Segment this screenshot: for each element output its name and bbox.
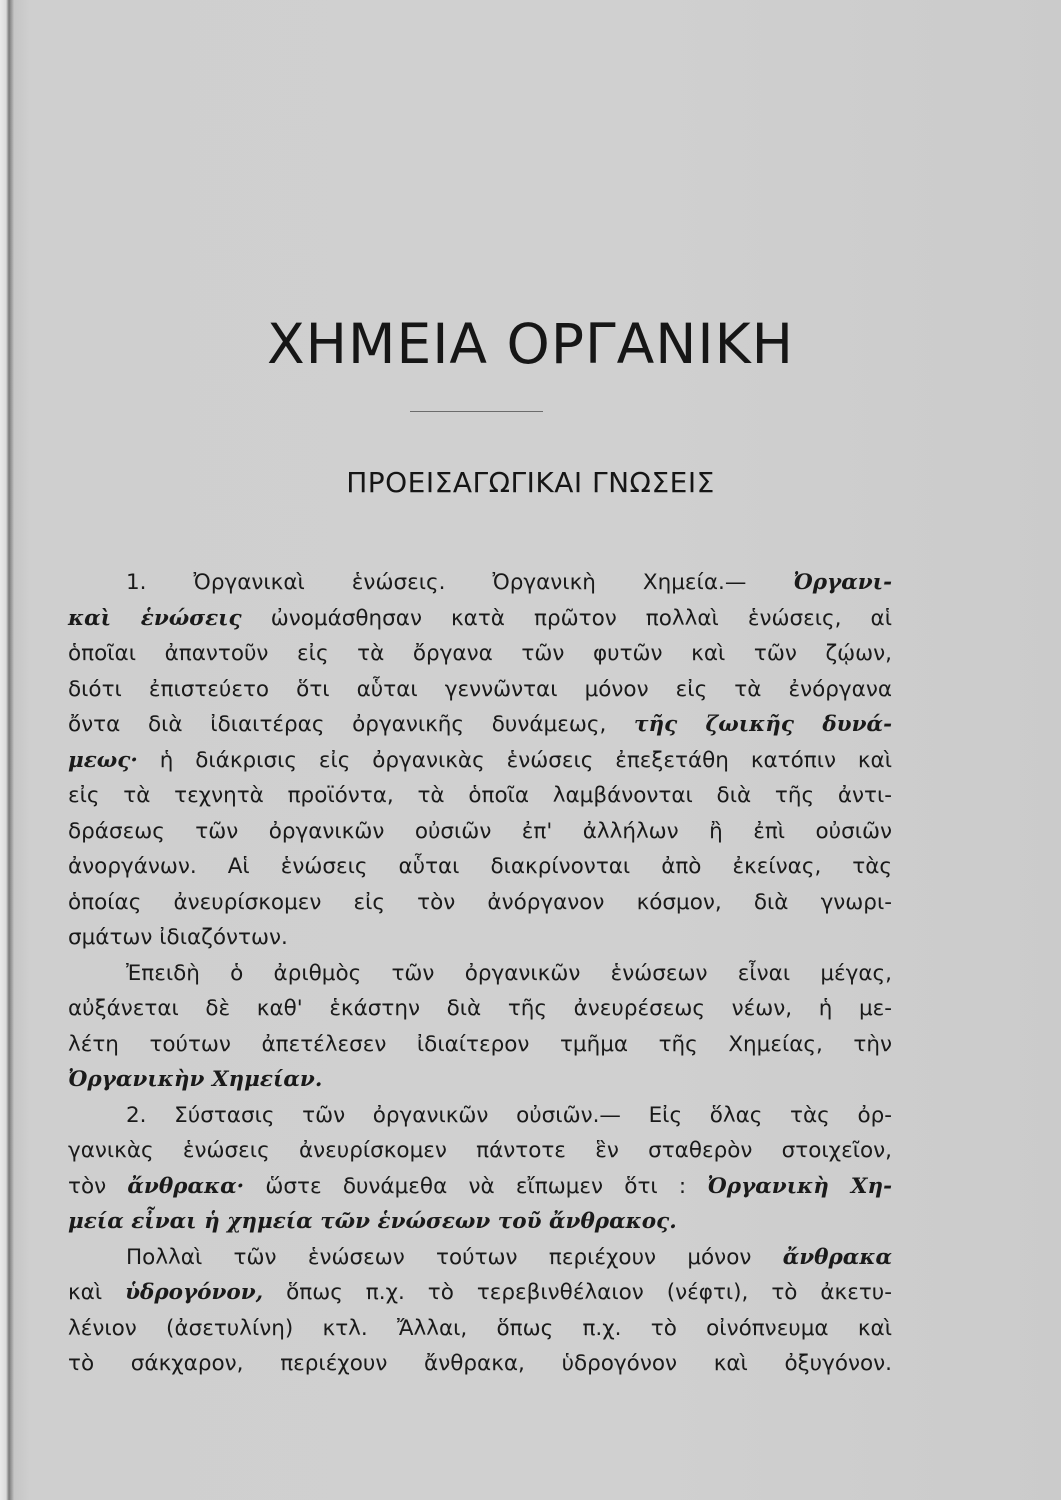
text-line: Πολλαὶ τῶν ἑνώσεων τούτων περιέχουν μόνον ἄνθρακα (126, 1244, 892, 1270)
text-line: 1. Ὀργανικαὶ ἑνώσεις. Ὀργανικὴ Χημεία.— Ὀργανι- (126, 570, 892, 595)
text-line: γανικὰς ἑνώσεις ἀνευρίσκομεν πάντοτε ἓν σταθερὸν στοιχεῖον, (68, 1138, 892, 1163)
section-subtitle: ΠΡΟΕΙΣΑΓΩΓΙΚΑΙ ΓΝΩΣΕΙΣ (346, 466, 715, 499)
text-line: καὶ ὑδρογόνον, ὅπως π.χ. τὸ τερεβινθέλαιον (νέφτι), τὸ ἀκετυ- (68, 1280, 892, 1305)
page-binding-edge (0, 0, 14, 1500)
text-line: διότι ἐπιστεύετο ὅτι αὗται γεννῶνται μόνον εἰς τὰ ἐνόργανα (68, 676, 892, 702)
body-text (68, 565, 892, 1382)
text-line: αὐξάνεται δὲ καθ' ἑκάστην διὰ τῆς ἀνευρέσεως νέων, ἡ με- (68, 996, 892, 1021)
text-line: ἀνοργάνων. Αἱ ἑνώσεις αὗται διακρίνονται ἀπὸ ἐκείνας, τὰς (68, 854, 892, 879)
text-line: ὁποῖαι ἀπαντοῦν εἰς τὰ ὄργανα τῶν φυτῶν καὶ τῶν ζῴων, (68, 641, 892, 666)
text-line: μεία εἶναι ἡ χημεία τῶν ἑνώσεων τοῦ ἄνθρακος. (68, 1209, 677, 1234)
text-line: λένιον (ἀσετυλίνη) κτλ. Ἄλλαι, ὅπως π.χ. τὸ οἰνόπνευμα καὶ (68, 1315, 892, 1341)
page-title: ΧΗΜΕΙΑ ΟΡΓΑΝΙΚΗ (266, 312, 795, 376)
text-line: λέτη τούτων ἀπετέλεσεν ἰδιαίτερον τμῆμα τῆς Χημείας, τὴν (68, 1031, 892, 1057)
text-line: 2. Σύστασις τῶν ὀργανικῶν οὐσιῶν.— Εἰς ὅλας τὰς ὀρ- (126, 1102, 893, 1128)
text-line: τὸ σάκχαρον, περιέχουν ἄνθρακα, ὑδρογόνον καὶ ὀξυγόνον. (68, 1351, 892, 1376)
text-line: Ὀργανικὴν Χημείαν. (68, 1067, 323, 1092)
text-line: ὁποίας ἀνευρίσκομεν εἰς τὸν ἀνόργανον κόσμον, διὰ γνωρι- (68, 889, 892, 915)
text-line: καὶ ἑνώσεις ὠνομάσθησαν κατὰ πρῶτον πολλαὶ ἑνώσεις, αἱ (68, 605, 892, 631)
text-line: Ἐπειδὴ ὁ ἀριθμὸς τῶν ὀργανικῶν ἑνώσεων εἶναι μέγας, (126, 960, 892, 986)
text-line: εἰς τὰ τεχνητὰ προϊόντα, τὰ ὁποῖα λαμβάνονται διὰ τῆς ἀντι- (68, 783, 892, 808)
text-line: δράσεως τῶν ὀργανικῶν οὐσιῶν ἐπ' ἀλλήλων ἢ ἐπὶ οὐσιῶν (68, 818, 892, 844)
text-line: μεως· ἡ διάκρισις εἰς ὀργανικὰς ἑνώσεις ἐπεξετάθη κατόπιν καὶ (68, 747, 892, 773)
title-divider (410, 411, 543, 412)
text-line: σμάτων ἰδιαζόντων. (68, 925, 288, 950)
text-line: τὸν ἄνθρακα· ὥστε δυνάμεθα νὰ εἴπωμεν ὅτι : Ὀργανικὴ Χη- (68, 1173, 892, 1199)
text-line: ὄντα διὰ ἰδιαιτέρας ὀργανικῆς δυνάμεως, τῆς ζωικῆς δυνά- (68, 712, 892, 737)
